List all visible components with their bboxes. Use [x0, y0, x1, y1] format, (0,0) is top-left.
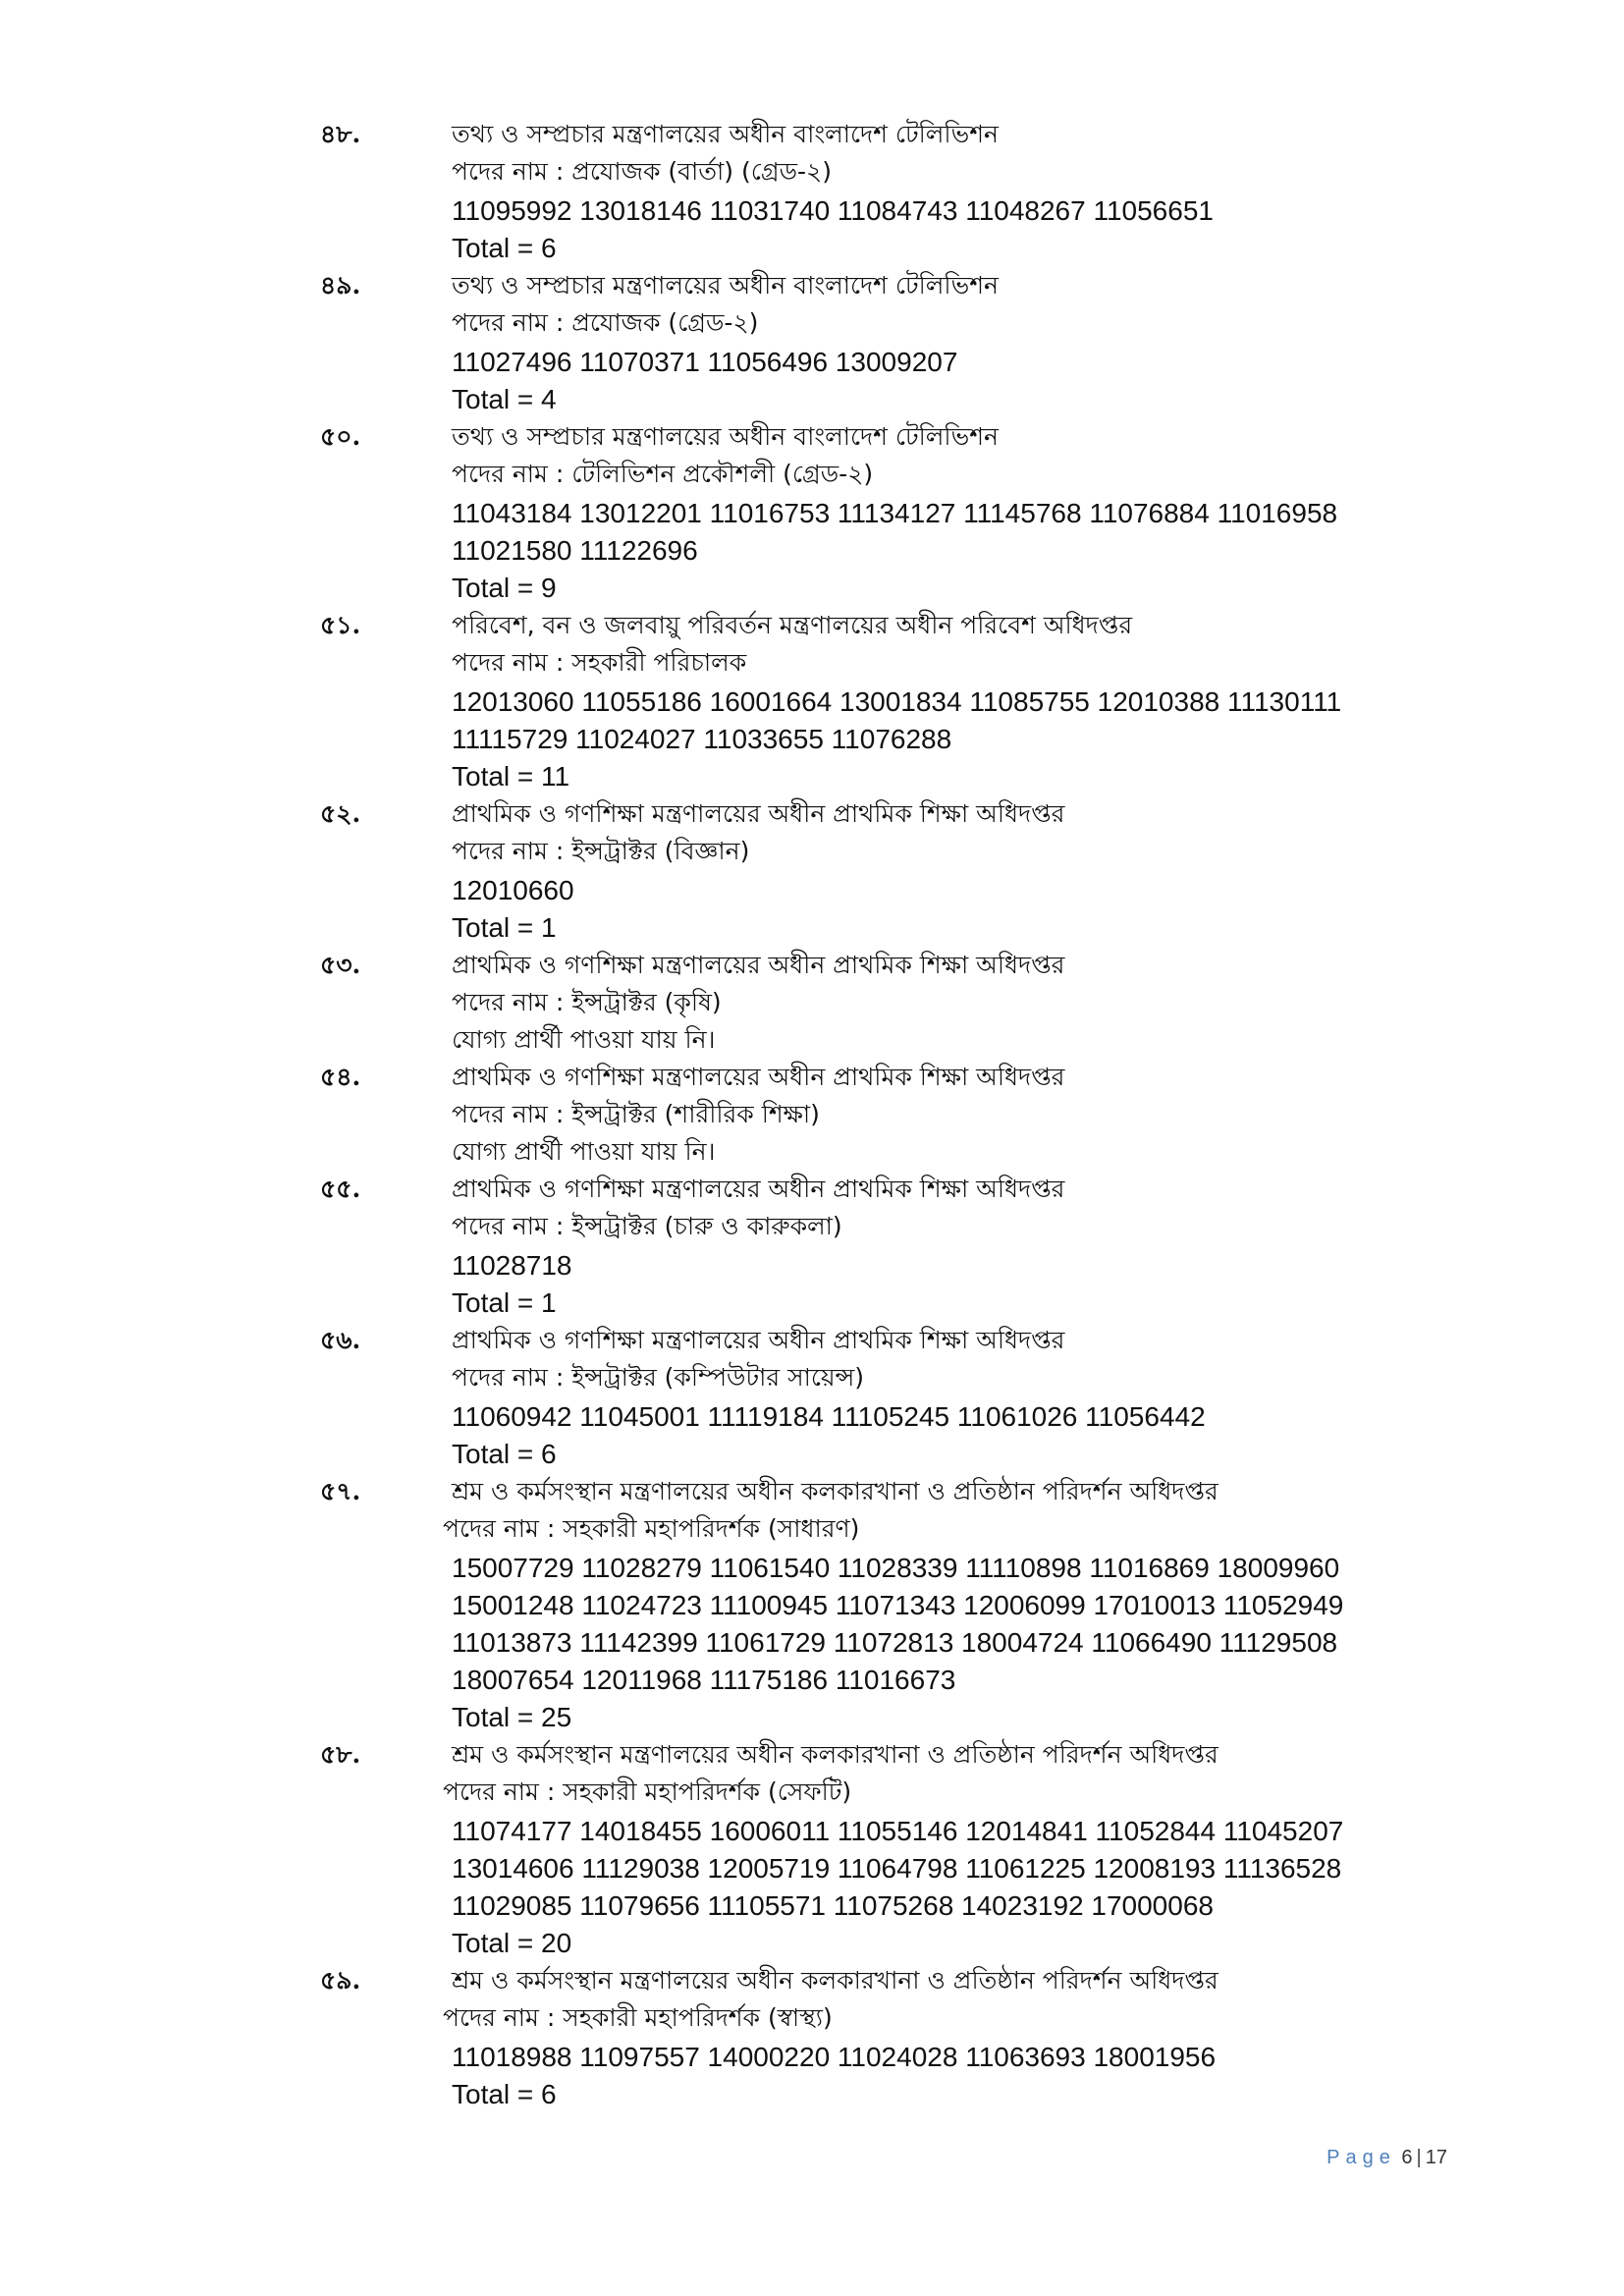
- post-name: পদের নাম : সহকারী পরিচালক: [452, 648, 747, 677]
- list-item: [0, 1962, 1624, 2113]
- candidate-ids: [452, 1813, 1434, 1925]
- no-candidate-message: যোগ্য প্রার্থী পাওয়া যায় নি।: [452, 1025, 716, 1054]
- department-line: প্রাথমিক ও গণশিক্ষা মন্ত্রণালয়ের অধীন প্রাথমিক শিক্ষা অধিদপ্তর: [452, 1326, 1065, 1354]
- department-line: তথ্য ও সম্প্রচার মন্ত্রণালয়ের অধীন বাংলাদেশ টেলিভিশন: [452, 422, 999, 451]
- candidate-ids: [452, 192, 1434, 230]
- department-line: শ্রম ও কর্মসংস্থান মন্ত্রণালয়ের অধীন কলকারখানা ও প্রতিষ্ঠান পরিদর্শন অধিদপ্তর: [452, 1966, 1218, 1995]
- list-item: [0, 1322, 1624, 1473]
- list-item: [0, 947, 1624, 1059]
- department-line: পরিবেশ, বন ও জলবায়ু পরিবর্তন মন্ত্রণালয়ের অধীন পরিবেশ অধিদপ্তর: [452, 611, 1133, 639]
- list-item: [0, 1059, 1624, 1171]
- entry-number: ৫৯.: [320, 1966, 361, 1995]
- candidate-ids: [452, 1247, 1434, 1285]
- entry-number: ৪৯.: [320, 271, 361, 300]
- list-item: [0, 607, 1624, 795]
- entry-number: ৫০.: [320, 422, 361, 451]
- document-body: [0, 116, 1624, 2113]
- total-count: Total = 1: [452, 1287, 557, 1318]
- post-name: পদের নাম : ইন্সট্রাক্টর (কৃষি): [452, 988, 722, 1016]
- id-row: 15007729 11028279 11061540 11028339 11110898 11016869 18009960: [452, 1553, 1340, 1583]
- total-count: Total = 1: [452, 912, 557, 943]
- id-row: 11028718: [452, 1250, 572, 1281]
- id-row: 11021580 11122696: [452, 535, 698, 566]
- candidate-ids: [452, 683, 1434, 758]
- id-row: 11115729 11024027 11033655 11076288: [452, 724, 952, 754]
- total-count: Total = 6: [452, 2079, 557, 2109]
- post-name: পদের নাম : প্রযোজক (বার্তা) (গ্রেড-২): [452, 157, 833, 186]
- id-row: 11013873 11142399 11061729 11072813 18004724 11066490 11129508: [452, 1627, 1338, 1658]
- entry-number: ৫৮.: [320, 1740, 361, 1769]
- total-count: Total = 9: [452, 573, 557, 603]
- id-row: 12013060 11055186 16001664 13001834 11085755 12010388 11130111: [452, 686, 1342, 717]
- total-count: Total = 4: [452, 384, 557, 414]
- department-line: শ্রম ও কর্মসংস্থান মন্ত্রণালয়ের অধীন কলকারখানা ও প্রতিষ্ঠান পরিদর্শন অধিদপ্তর: [452, 1477, 1218, 1505]
- page-separator: |: [1416, 2147, 1422, 2168]
- candidate-ids: [452, 2039, 1434, 2076]
- post-name: পদের নাম : ইন্সট্রাক্টর (কম্পিউটার সায়েন্স): [452, 1363, 865, 1392]
- list-item: [0, 418, 1624, 607]
- candidate-ids: [452, 1398, 1434, 1436]
- list-item: [0, 116, 1624, 267]
- id-row: 13014606 11129038 12005719 11064798 11061225 12008193 11136528: [452, 1853, 1342, 1884]
- post-name: পদের নাম : সহকারী মহাপরিদর্শক (সাধারণ): [443, 1514, 860, 1543]
- list-item: [0, 267, 1624, 418]
- post-name: পদের নাম : সহকারী মহাপরিদর্শক (স্বাস্থ্য): [443, 2003, 833, 2032]
- total-count: Total = 6: [452, 1439, 557, 1469]
- department-line: প্রাথমিক ও গণশিক্ষা মন্ত্রণালয়ের অধীন প্রাথমিক শিক্ষা অধিদপ্তর: [452, 1175, 1065, 1203]
- page-number: 6: [1401, 2147, 1413, 2168]
- department-line: প্রাথমিক ও গণশিক্ষা মন্ত্রণালয়ের অধীন প্রাথমিক শিক্ষা অধিদপ্তর: [452, 1063, 1065, 1091]
- entry-number: ৫১.: [320, 611, 361, 639]
- post-name: পদের নাম : প্রযোজক (গ্রেড-২): [452, 308, 759, 337]
- entry-number: ৫৫.: [320, 1175, 361, 1203]
- candidate-ids: [452, 344, 1434, 381]
- department-line: প্রাথমিক ও গণশিক্ষা মন্ত্রণালয়ের অধীন প্রাথমিক শিক্ষা অধিদপ্তর: [452, 951, 1065, 979]
- id-row: 11029085 11079656 11105571 11075268 14023192 17000068: [452, 1890, 1214, 1921]
- post-name: পদের নাম : ইন্সট্রাক্টর (শারীরিক শিক্ষা): [452, 1100, 820, 1128]
- no-candidate-message: যোগ্য প্রার্থী পাওয়া যায় নি।: [452, 1137, 716, 1166]
- list-item: [0, 795, 1624, 947]
- total-count: Total = 11: [452, 761, 570, 792]
- id-row: 18007654 12011968 11175186 11016673: [452, 1665, 956, 1695]
- entry-number: ৪৮.: [320, 120, 361, 148]
- id-row: 12010660: [452, 875, 574, 905]
- list-item: [0, 1171, 1624, 1322]
- total-count: Total = 20: [452, 1928, 572, 1958]
- total-count: Total = 25: [452, 1702, 572, 1732]
- department-line: প্রাথমিক ও গণশিক্ষা মন্ত্রণালয়ের অধীন প্রাথমিক শিক্ষা অধিদপ্তর: [452, 799, 1065, 828]
- list-item: [0, 1473, 1624, 1736]
- id-row: 11043184 13012201 11016753 11134127 11145768 11076884 11016958: [452, 498, 1338, 528]
- id-row: 11095992 13018146 11031740 11084743 11048267 11056651: [452, 195, 1214, 226]
- post-name: পদের নাম : ইন্সট্রাক্টর (চারু ও কারুকলা): [452, 1212, 842, 1240]
- id-row: 11027496 11070371 11056496 13009207: [452, 347, 958, 377]
- department-line: তথ্য ও সম্প্রচার মন্ত্রণালয়ের অধীন বাংলাদেশ টেলিভিশন: [452, 120, 999, 148]
- id-row: 11074177 14018455 16006011 11055146 12014841 11052844 11045207: [452, 1816, 1344, 1846]
- department-line: তথ্য ও সম্প্রচার মন্ত্রণালয়ের অধীন বাংলাদেশ টেলিভিশন: [452, 271, 999, 300]
- id-row: 15001248 11024723 11100945 11071343 12006099 17010013 11052949: [452, 1590, 1344, 1620]
- entry-number: ৫৬.: [320, 1326, 361, 1354]
- entry-number: ৫৩.: [320, 951, 361, 979]
- page-footer: [1326, 2147, 1447, 2169]
- entry-number: ৫৪.: [320, 1063, 361, 1091]
- post-name: পদের নাম : সহকারী মহাপরিদর্শক (সেফটি): [443, 1777, 852, 1806]
- id-row: 11060942 11045001 11119184 11105245 11061026 11056442: [452, 1401, 1206, 1432]
- department-line: শ্রম ও কর্মসংস্থান মন্ত্রণালয়ের অধীন কলকারখানা ও প্রতিষ্ঠান পরিদর্শন অধিদপ্তর: [452, 1740, 1218, 1769]
- post-name: পদের নাম : ইন্সট্রাক্টর (বিজ্ঞান): [452, 837, 750, 865]
- list-item: [0, 1736, 1624, 1962]
- candidate-ids: [452, 495, 1434, 570]
- post-name: পদের নাম : টেলিভিশন প্রকৌশলী (গ্রেড-২): [452, 460, 874, 488]
- page-total: 17: [1425, 2147, 1447, 2168]
- entry-number: ৫৭.: [320, 1477, 361, 1505]
- candidate-ids: [452, 1550, 1434, 1699]
- page-label: Page: [1326, 2147, 1396, 2168]
- candidate-ids: [452, 872, 1434, 909]
- id-row: 11018988 11097557 14000220 11024028 11063693 18001956: [452, 2042, 1217, 2072]
- entry-number: ৫২.: [320, 799, 361, 828]
- total-count: Total = 6: [452, 233, 557, 263]
